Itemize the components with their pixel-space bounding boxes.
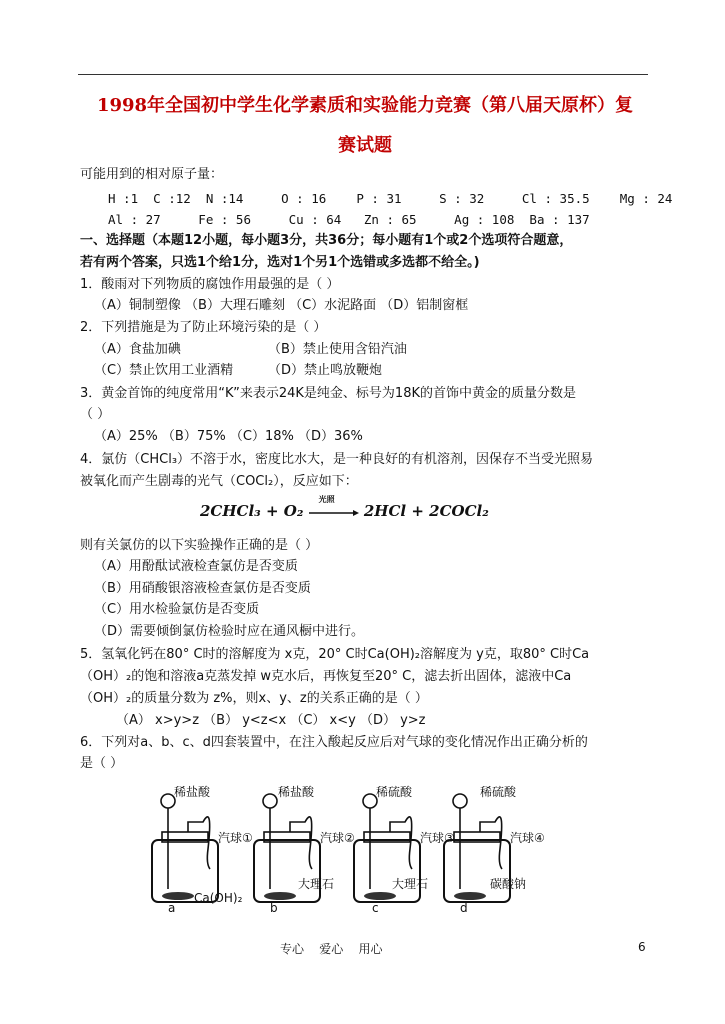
apparatus-label-c: c — [372, 901, 379, 914]
question-4-stem-continued: 被氧化而产生剧毒的光气（COCl₂），反应如下： — [80, 474, 358, 489]
solid-label-b: 大理石 — [298, 877, 335, 891]
atomic-mass-heading: 可能用到的相对原子量： — [80, 167, 224, 182]
question-4-option-a: （A）用酚酞试液检查氯仿是否变质 — [94, 559, 298, 574]
apparatus-a — [152, 784, 253, 914]
balloon-label-c: 汽球③ — [420, 831, 455, 845]
atomic-mass-row-2: Al : 27 Fe : 56 Cu : 64 Zn : 65 Ag : 108 Ba : 137 — [108, 212, 590, 227]
page-number: 6 — [638, 940, 646, 954]
acid-label-b: 稀盐酸 — [278, 785, 315, 799]
footer-motto: 专心 爱心 用心 — [280, 942, 383, 956]
question-4-option-d: （D）需要倾倒氯仿检验时应在通风橱中进行。 — [94, 624, 365, 639]
solid-label-a: Ca(OH)₂ — [194, 891, 243, 905]
acid-label-a: 稀盐酸 — [174, 785, 211, 799]
solid-label-c: 大理石 — [392, 877, 429, 891]
apparatus-label-d: d — [460, 901, 468, 914]
balloon-label-a: 汽球① — [218, 831, 253, 845]
question-4-stem: 4．氯仿（CHCl₃）不溶于水，密度比水大，是一种良好的有机溶剂，因保存不当受光照易 — [80, 452, 594, 467]
arrow-icon — [309, 509, 359, 517]
section-heading-continued: 若有两个答案，只选1个给1分，选对1个另1个选错或多选都不给全。) — [80, 255, 480, 270]
reaction-arrow — [309, 494, 359, 519]
question-4-option-c: （C）用水检验氯仿是否变质 — [94, 602, 260, 617]
page-title: 1998年全国初中学生化学素质和实验能力竞赛（第八届天原杯）复 — [96, 95, 634, 116]
question-3-options: （A）25% （B）75% （C）18% （D）36% — [94, 429, 363, 444]
question-5-options: （A） x>y>z （B） y<z<x （C） x<y （D） y>z — [116, 713, 426, 728]
question-4-option-b: （B）用硝酸银溶液检查氯仿是否变质 — [94, 581, 311, 596]
balloon-label-b: 汽球② — [320, 831, 355, 845]
apparatus-d — [444, 784, 545, 914]
page-title-continued: 赛试题 — [338, 135, 392, 156]
section-heading: 一、选择题（本题12小题，每小题3分，共36分；每小题有1个或2个选项符合题意， — [80, 233, 573, 248]
header-rule — [78, 74, 648, 75]
equation-products: 2HCl + 2COCl₂ — [363, 502, 489, 520]
question-1-stem: 1．酸雨对下列物质的腐蚀作用最强的是（ ） — [80, 277, 340, 292]
question-2-option-c: （C）禁止饮用工业酒精 — [94, 363, 234, 378]
question-3-stem-continued: （ ） — [80, 407, 111, 422]
question-4-question: 则有关氯仿的以下实验操作正确的是（ ） — [80, 538, 319, 553]
question-6-stem: 6．下列对a、b、c、d四套装置中，在注入酸起反应后对气球的变化情况作出正确分析的 — [80, 735, 588, 750]
atomic-mass-row-1: H :1 C :12 N :14 O : 16 P : 31 S : 32 Cl : 35.5 Mg : 24 — [108, 191, 673, 206]
question-2-option-a: （A）食盐加碘 — [94, 342, 181, 357]
equation-reactants: 2CHCl₃ + O₂ — [200, 502, 304, 520]
reaction-condition: 光照 — [318, 494, 335, 504]
apparatus-b — [254, 784, 355, 914]
acid-label-c: 稀硫酸 — [376, 785, 413, 799]
question-2-option-d: （D）禁止鸣放鞭炮 — [268, 363, 383, 378]
chemical-equation — [200, 494, 489, 520]
apparatus-label-a: a — [168, 901, 176, 914]
question-5-line-3: （OH）₂的质量分数为 z%，则x、y、z的关系正确的是（ ） — [80, 691, 428, 706]
apparatus-figure — [148, 784, 558, 914]
question-1-options: （A）铜制塑像 （B）大理石雕刻 （C）水泥路面 （D）铝制窗框 — [94, 298, 469, 313]
question-5-line-1: 5．氢氧化钙在80° C时的溶解度为 x克，20° C时Ca(OH)₂溶解度为 y克，取80° C时Ca — [80, 647, 590, 662]
question-2-option-b: （B）禁止使用含铅汽油 — [268, 342, 407, 357]
balloon-label-d: 汽球④ — [510, 831, 545, 845]
acid-label-d: 稀硫酸 — [480, 785, 517, 799]
question-3-stem: 3．黄金首饰的纯度常用“K”来表示24K是纯金、标号为18K的首饰中黄金的质量分数是 — [80, 386, 576, 401]
question-6-stem-continued: 是（ ） — [80, 756, 124, 771]
question-5-line-2: （OH）₂的饱和溶液a克蒸发掉 w克水后，再恢复至20° C，滤去折出固体，滤液中Ca — [80, 669, 572, 684]
solid-label-d: 碳酸钠 — [490, 877, 527, 891]
apparatus-c — [354, 784, 455, 914]
question-2-stem: 2．下列措施是为了防止环境污染的是（ ） — [80, 320, 327, 335]
apparatus-label-b: b — [270, 901, 278, 914]
